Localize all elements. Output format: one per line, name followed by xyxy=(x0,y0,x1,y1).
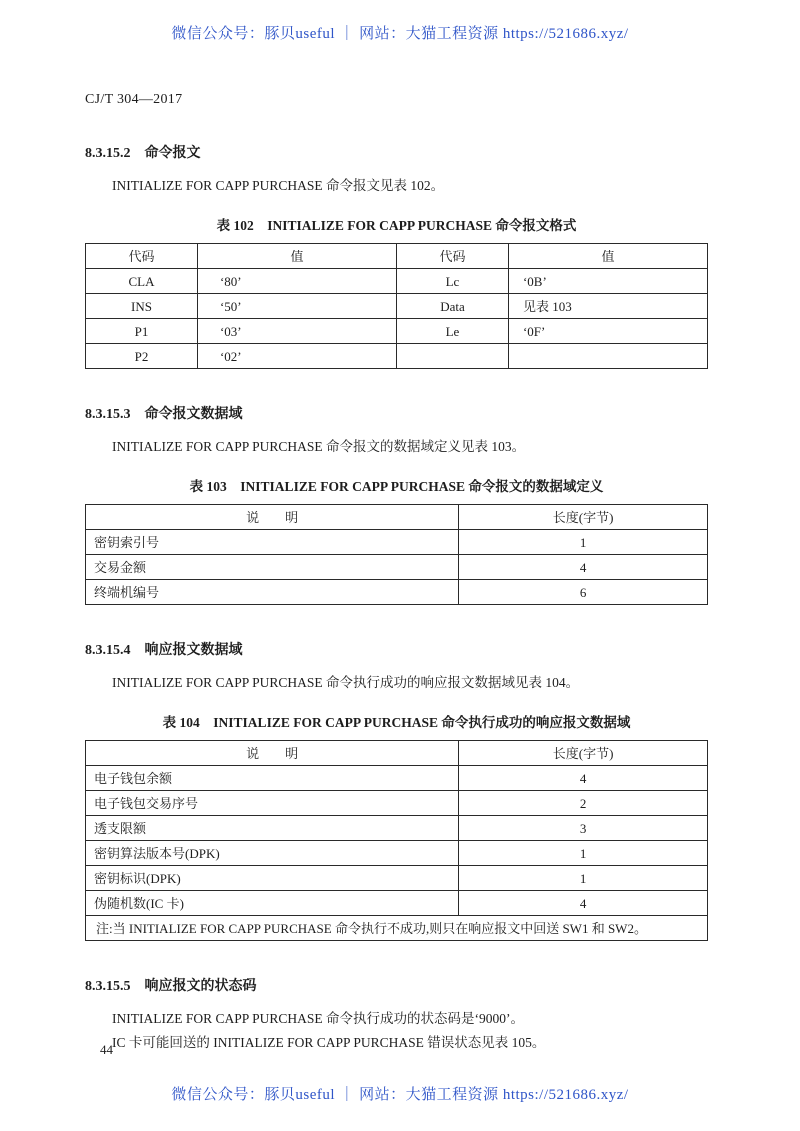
column-header: 说 明 xyxy=(86,741,459,766)
table-cell: ‘03’ xyxy=(197,319,396,344)
table-103 xyxy=(85,504,708,605)
table-cell: 透支限额 xyxy=(86,816,459,841)
watermark-top: 微信公众号：豚贝useful ｜ 网站：大猫工程资源 https://521686.xyz/ xyxy=(171,26,629,42)
section-number: 8.3.15.4 xyxy=(85,643,131,658)
table-row xyxy=(86,530,708,555)
table-cell: CLA xyxy=(86,269,198,294)
table-row xyxy=(86,580,708,605)
column-header: 代码 xyxy=(86,244,198,269)
table-cell: 密钥算法版本号(DPK) xyxy=(86,841,459,866)
section-title: 响应报文的状态码 xyxy=(144,979,257,994)
table-cell: 电子钱包余额 xyxy=(86,766,459,791)
table-cell: 见表 103 xyxy=(508,294,707,319)
table-cell: 交易金额 xyxy=(86,555,459,580)
table-row xyxy=(86,891,708,916)
table-row xyxy=(86,269,708,294)
table-cell: Le xyxy=(396,319,508,344)
column-header: 说 明 xyxy=(86,505,459,530)
section-number: 8.3.15.2 xyxy=(85,146,131,161)
table-cell: 密钥标识(DPK) xyxy=(86,866,459,891)
table-header-row xyxy=(86,244,708,269)
column-header: 长度(字节) xyxy=(459,505,708,530)
paragraph: INITIALIZE FOR CAPP PURCHASE 命令报文见表 102。 xyxy=(112,178,445,193)
table-row xyxy=(86,555,708,580)
page-number: 44 xyxy=(100,1042,113,1057)
table-row xyxy=(86,816,708,841)
table-cell: ‘80’ xyxy=(197,269,396,294)
table-cell: 密钥索引号 xyxy=(86,530,459,555)
table-row xyxy=(86,791,708,816)
table-row xyxy=(86,294,708,319)
section-title: 命令报文数据域 xyxy=(144,407,243,422)
table-cell: ‘0B’ xyxy=(508,269,707,294)
table-row xyxy=(86,766,708,791)
section-number: 8.3.15.3 xyxy=(85,407,131,422)
table-note: 注:当 INITIALIZE FOR CAPP PURCHASE 命令执行不成功,则只在响应报文中回送 SW1 和 SW2。 xyxy=(86,916,708,941)
table-cell: 1 xyxy=(459,530,708,555)
table-cell: 4 xyxy=(459,891,708,916)
document-code: CJ/T 304—2017 xyxy=(85,92,183,107)
table-cell: 4 xyxy=(459,555,708,580)
table-row xyxy=(86,319,708,344)
table-cell: ‘02’ xyxy=(197,344,396,369)
section-heading-8-3-15-5 xyxy=(85,975,708,995)
watermark-bottom: 微信公众号：豚贝useful ｜ 网站：大猫工程资源 https://521686.xyz/ xyxy=(171,1087,629,1103)
table-cell: 3 xyxy=(459,816,708,841)
column-header: 代码 xyxy=(396,244,508,269)
table-cell: P2 xyxy=(86,344,198,369)
section-title: 响应报文数据域 xyxy=(144,643,243,658)
table-cell: 伪随机数(IC 卡) xyxy=(86,891,459,916)
table-cell: ‘50’ xyxy=(197,294,396,319)
column-header: 值 xyxy=(508,244,707,269)
table-row xyxy=(86,344,708,369)
table-cell: 1 xyxy=(459,866,708,891)
column-header: 长度(字节) xyxy=(459,741,708,766)
table-note-row xyxy=(86,916,708,941)
paragraph: INITIALIZE FOR CAPP PURCHASE 命令报文的数据域定义见表 103。 xyxy=(112,439,526,454)
table-cell: Data xyxy=(396,294,508,319)
paragraph: INITIALIZE FOR CAPP PURCHASE 命令执行成功的状态码是‘9000’。 xyxy=(112,1011,525,1026)
table-header-row xyxy=(86,741,708,766)
table-cell: 6 xyxy=(459,580,708,605)
table-row xyxy=(86,841,708,866)
paragraph: IC 卡可能回送的 INITIALIZE FOR CAPP PURCHASE 错误状态见表 105。 xyxy=(112,1035,546,1050)
column-header: 值 xyxy=(197,244,396,269)
table-header-row xyxy=(86,505,708,530)
table-cell: P1 xyxy=(86,319,198,344)
table-cell: 电子钱包交易序号 xyxy=(86,791,459,816)
table-cell: 4 xyxy=(459,766,708,791)
page-content xyxy=(85,92,708,1053)
paragraph: INITIALIZE FOR CAPP PURCHASE 命令执行成功的响应报文数据域见表 104。 xyxy=(112,675,580,690)
table-104 xyxy=(85,740,708,941)
table-102 xyxy=(85,243,708,369)
table-103-caption: 表 103 INITIALIZE FOR CAPP PURCHASE 命令报文的数据域定义 xyxy=(189,479,604,494)
section-heading-8-3-15-3 xyxy=(85,403,708,423)
section-heading-8-3-15-4 xyxy=(85,639,708,659)
table-104-caption: 表 104 INITIALIZE FOR CAPP PURCHASE 命令执行成功的响应报文数据域 xyxy=(162,715,631,730)
section-title: 命令报文 xyxy=(144,146,201,161)
table-cell: 2 xyxy=(459,791,708,816)
section-number: 8.3.15.5 xyxy=(85,979,131,994)
table-cell: Lc xyxy=(396,269,508,294)
table-102-caption: 表 102 INITIALIZE FOR CAPP PURCHASE 命令报文格式 xyxy=(216,218,577,233)
table-cell: 终端机编号 xyxy=(86,580,459,605)
table-cell xyxy=(396,344,508,369)
table-cell xyxy=(508,344,707,369)
table-cell: INS xyxy=(86,294,198,319)
table-cell: ‘0F’ xyxy=(508,319,707,344)
section-heading-8-3-15-2 xyxy=(85,142,708,162)
table-row xyxy=(86,866,708,891)
table-cell: 1 xyxy=(459,841,708,866)
